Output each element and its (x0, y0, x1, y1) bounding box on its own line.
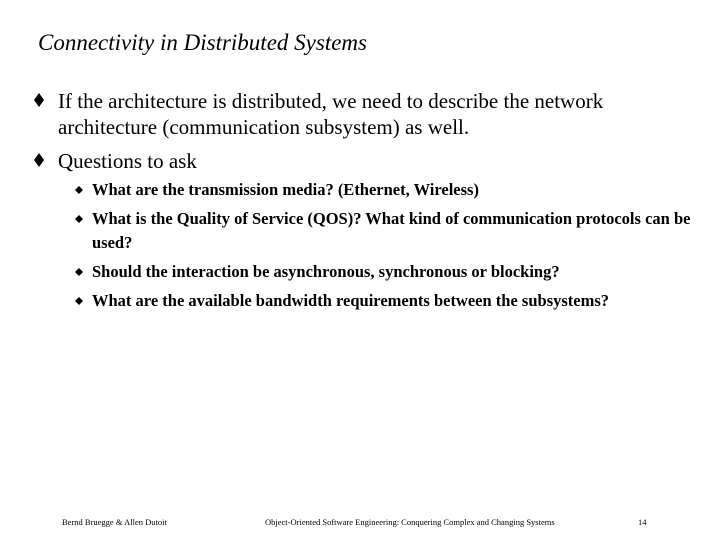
footer-book-title: Object-Oriented Software Engineering: Conquering Complex and Changing Systems (265, 517, 555, 527)
bullet-item (34, 88, 704, 140)
sub-bullet-text: Should the interaction be asynchronous, synchronous or blocking? (92, 262, 560, 281)
sub-bullet-list (72, 178, 704, 313)
small-diamond-bullet-icon (75, 268, 83, 276)
sub-bullet-item (72, 289, 704, 313)
sub-bullet-text: What are the transmission media? (Ethernet, Wireless) (92, 180, 479, 199)
footer-authors: Bernd Bruegge & Allen Dutoit (62, 517, 167, 527)
bullet-text: If the architecture is distributed, we need to describe the network architecture (communication subsystem) as well. (58, 89, 604, 139)
sub-bullet-item (72, 207, 704, 255)
diamond-bullet-icon (34, 153, 44, 167)
bullet-text: Questions to ask (58, 149, 197, 173)
bullet-item (34, 148, 704, 313)
page-number: 14 (638, 517, 647, 527)
sub-bullet-text: What are the available bandwidth requirements between the subsystems? (92, 291, 610, 310)
sub-bullet-text: What is the Quality of Service (QOS)? What kind of communication protocols can be used? (92, 209, 691, 252)
bullet-list (34, 88, 704, 321)
sub-bullet-item (72, 178, 704, 202)
small-diamond-bullet-icon (75, 215, 83, 223)
small-diamond-bullet-icon (75, 186, 83, 194)
diamond-bullet-icon (34, 93, 44, 107)
slide-title: Connectivity in Distributed Systems (38, 30, 367, 55)
small-diamond-bullet-icon (75, 297, 83, 305)
sub-bullet-item (72, 260, 704, 284)
